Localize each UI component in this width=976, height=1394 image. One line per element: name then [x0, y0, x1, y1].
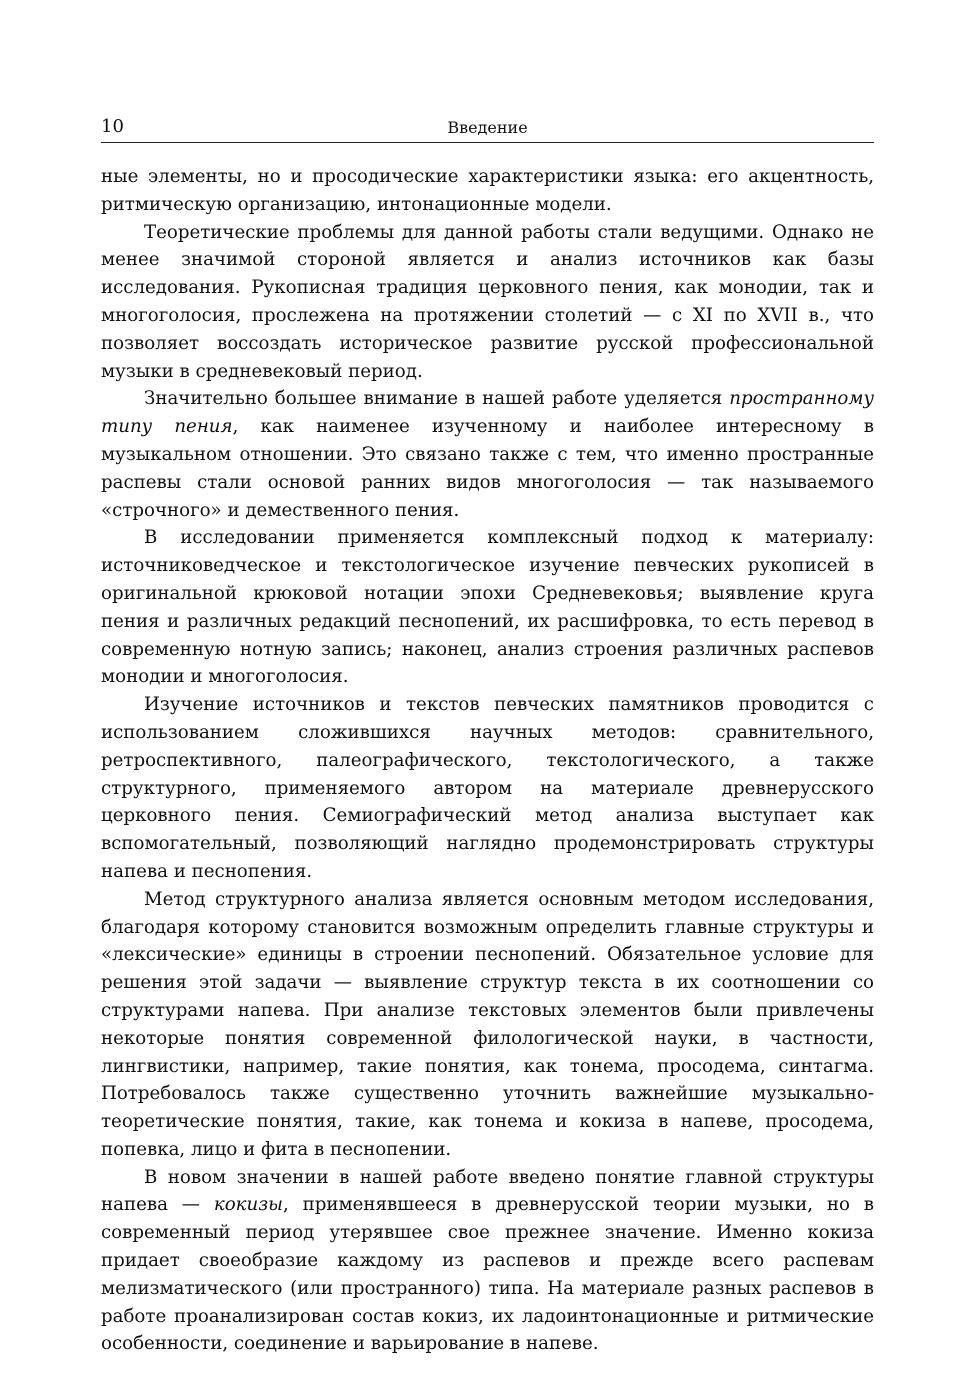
paragraph-text: , применявшееся в древнерусской теории музыки, но в современный период утерявшее свое прежнее значение. Именно кокиза придает своеобразие каждому из распевов и прежде всего распевам мелизматического (или пространного) типа. На материале разных распевов в работе проанализирован состав кокиз, их ладоинтонационные и ритмические особенности, соединение и варьирование в напеве. — [101, 1194, 875, 1355]
paragraph-text: В новом значении в нашей работе введено понятие главной структуры напева — — [101, 1166, 874, 1216]
paragraph-continued: ные элементы, но и просодические характеристики языка: его акцентность, ритмическую организацию, интонационные модели. — [101, 166, 874, 215]
book-page — [101, 112, 874, 1358]
paragraph: Теоретические проблемы для данной работы стали ведущими. Однако не менее значимой стороной является и анализ источников как базы исследования. Рукописная традиция церковного пения, как монодии, так и многоголосия, прослежена на протяжении столетий — с XI по XVII в., что позволяет воссоздать историческое развитие русской профессиональной музыки в средневековый период. — [101, 221, 874, 382]
running-head — [101, 112, 874, 143]
paragraph: Метод структурного анализа является основным методом исследования, благодаря которому становится возможным определить главные структуры и «лексические» единицы в строении песнопений. Обязательное условие для решения этой задачи — выявление структур текста в их соотношении со структурами напева. При анализе текстовых элементов были привлечены некоторые понятия современной филологической науки, в частности, лингвистики, например, такие понятия, как тонема, просодема, синтагма. Потребовалось также существенно уточнить важнейшие музыкально-теоретические понятия, такие, как тонема и кокиза в напеве, просодема, попевка, лицо и фита в песнопении. — [101, 888, 874, 1160]
paragraph-text: Значительно большее внимание в нашей работе уделяется — [144, 388, 730, 410]
paragraph: Изучение источников и текстов певческих памятников проводится с использованием сложившихся научных методов: сравнительного, ретроспективного, палеографического, текстологического, а также структурного, применяемого автором на материале древнерусского церковного пения. Семиографический метод анализа выступает как вспомогательный, позволяющий наглядно продемонстрировать структуры напева и песнопения. — [101, 694, 874, 882]
page-number: 10 — [101, 116, 124, 137]
paragraph-text: , как наименее изученному и наиболее интересному в музыкальном отношении. Это связано также с тем, что именно пространные распевы стали основой ранних видов многоголосия — так называемого «строчного» и демественного пения. — [101, 416, 874, 521]
body-text — [101, 163, 874, 1358]
paragraph — [101, 1164, 874, 1359]
paragraph: В исследовании применяется комплексный подход к материалу: источниковедческое и текстологическое изучение певческих рукописей в оригинальной крюковой нотации эпохи Средневековья; выявление круга пения и различных редакций песнопений, их расшифровка, то есть перевод в современную нотную запись; наконец, анализ строения различных распевов монодии и многоголосия. — [101, 527, 874, 688]
running-title: Введение — [447, 118, 528, 137]
paragraph — [101, 385, 874, 524]
emphasis-term: пространному типу пения — [101, 388, 874, 438]
emphasis-term: кокизы — [213, 1194, 283, 1216]
